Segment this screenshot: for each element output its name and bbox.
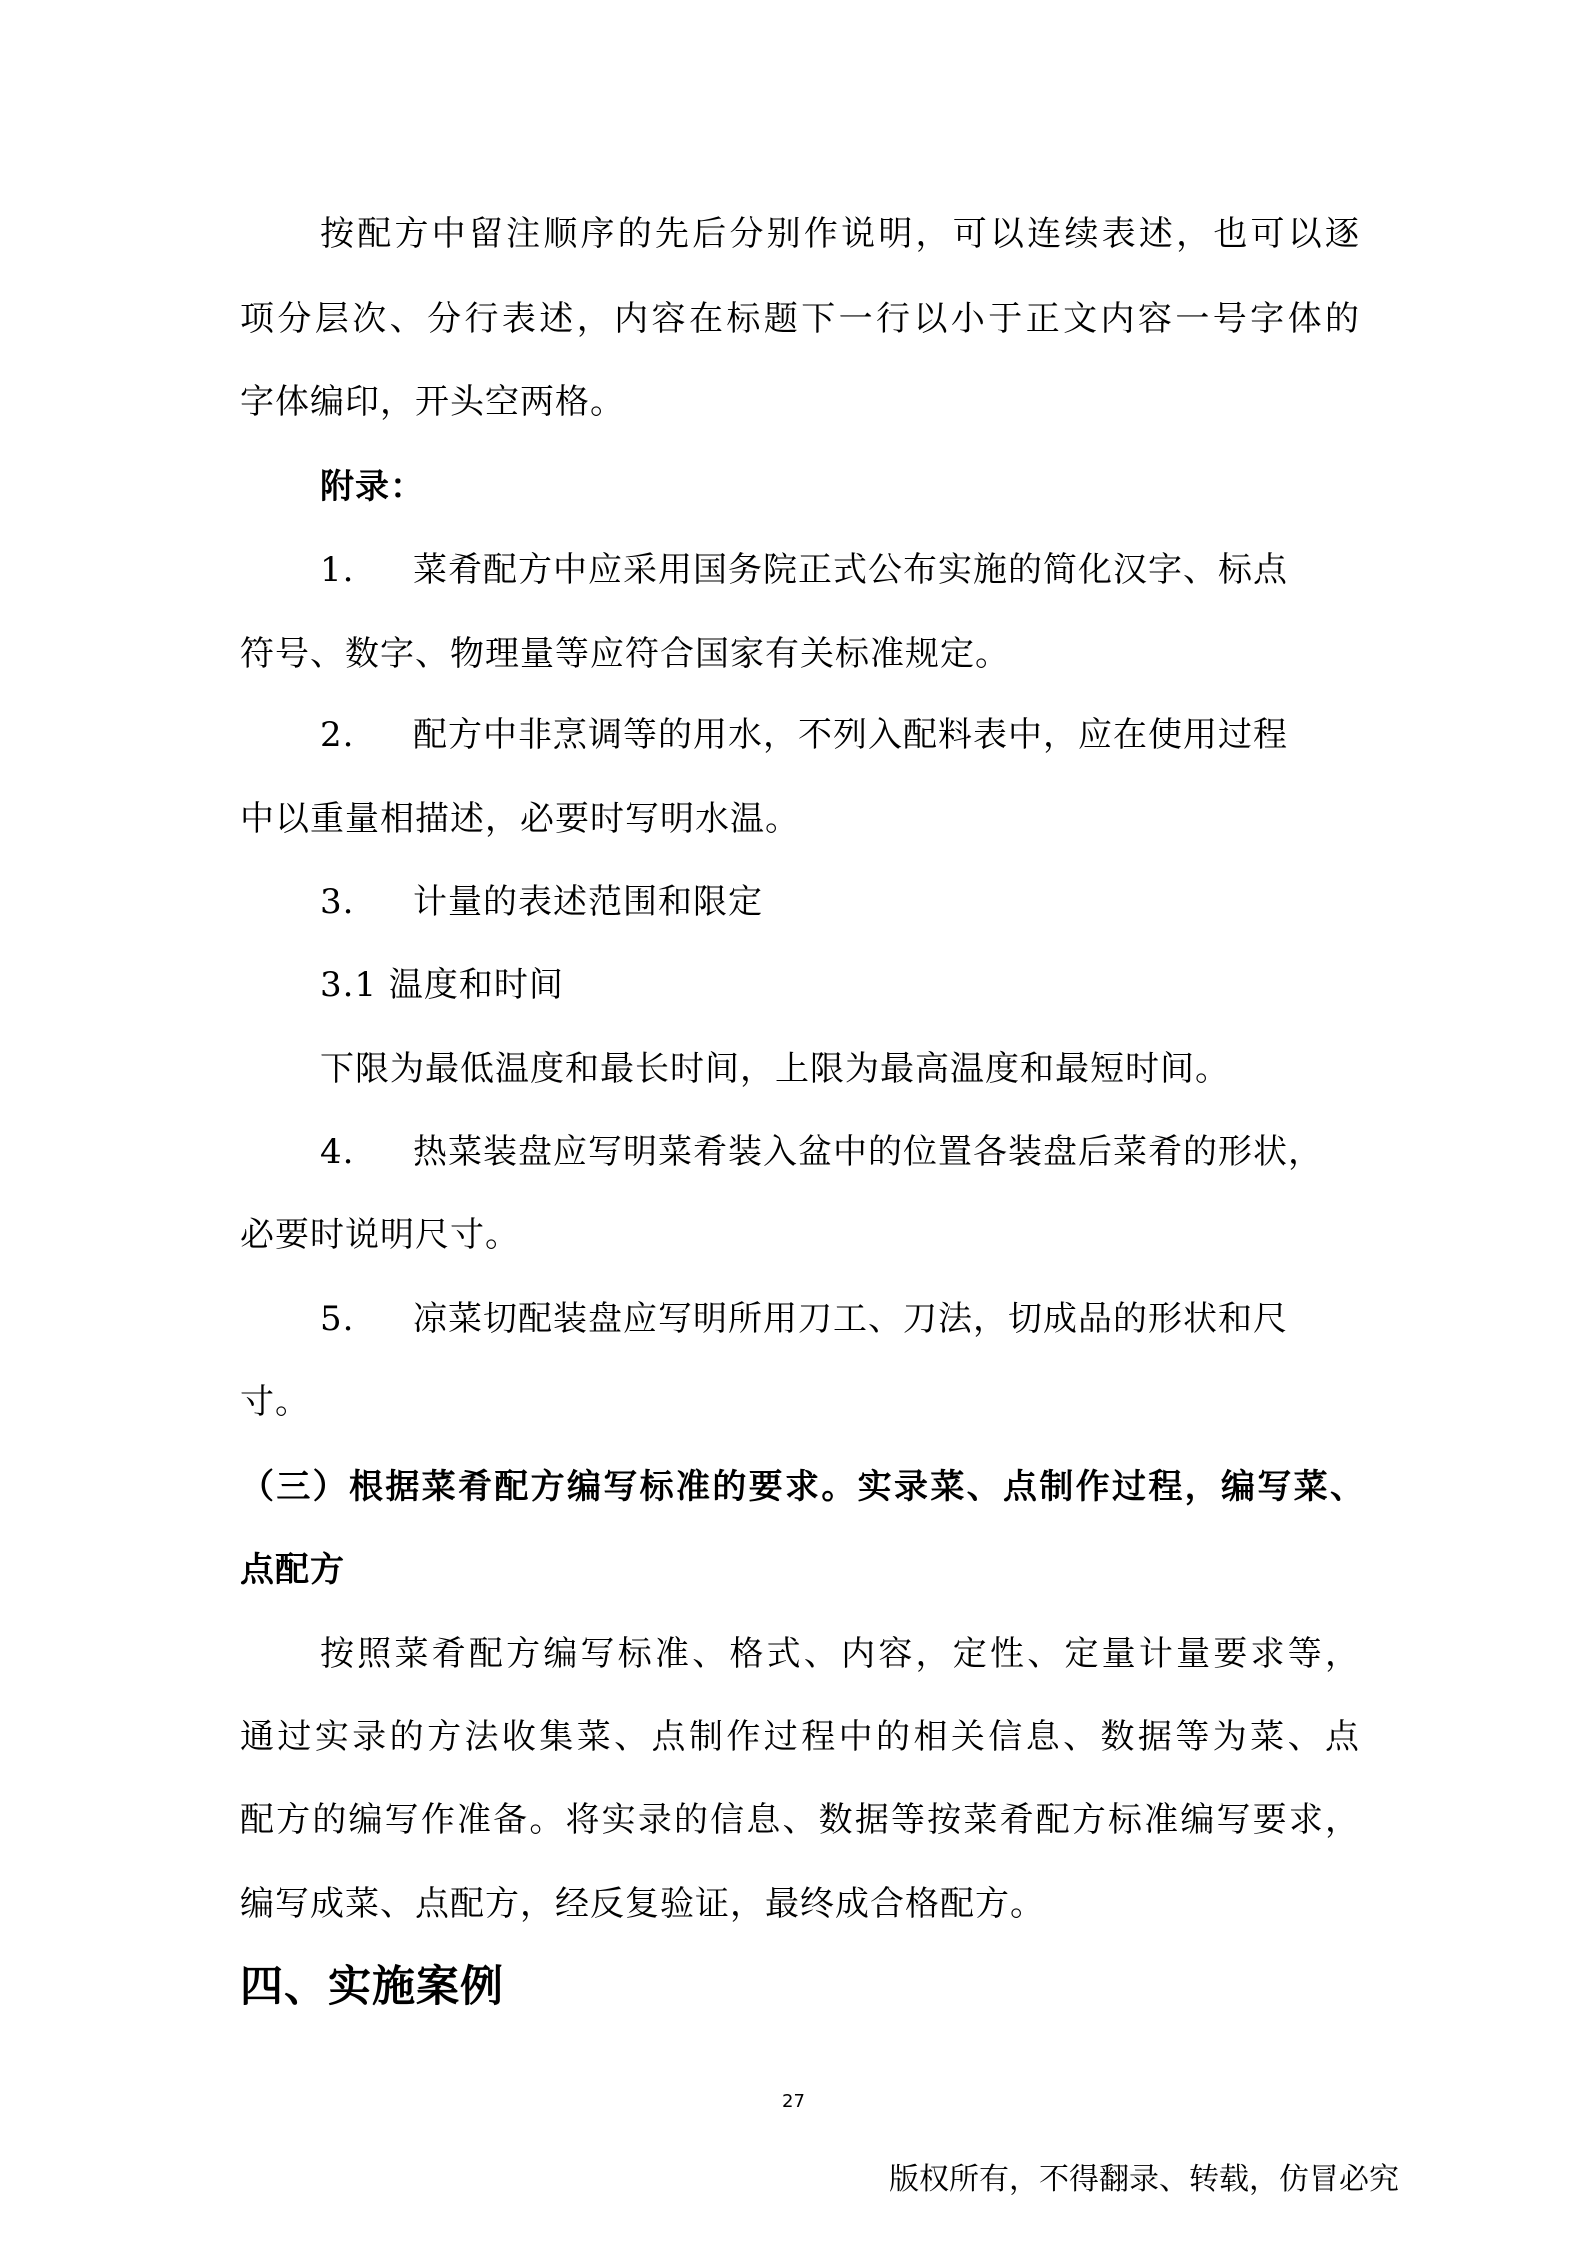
list-text: 菜肴配方中应采用国务院正式公布实施的简化汉字、标点: [413, 550, 1288, 590]
list-text: 凉菜切配装盘应写明所用刀工、刀法，切成品的形状和尺: [413, 1299, 1288, 1339]
paragraph-line: 编写成菜、点配方，经反复验证，最终成合格配方。: [240, 1884, 1045, 1924]
paragraph-line: 必要时说明尺寸。: [240, 1215, 520, 1255]
paragraph-line: 下限为最低温度和最长时间，上限为最高温度和最短时间。: [320, 1049, 1230, 1089]
list-number: 1.: [320, 550, 355, 590]
appendix-title: 附录：: [320, 467, 425, 507]
list-text: 配方中非烹调等的用水，不列入配料表中，应在使用过程: [413, 715, 1288, 755]
list-item-2: [320, 713, 1360, 757]
paragraph-line: 项分层次、分行表述，内容在标题下一行以小于正文内容一号字体的: [240, 299, 1360, 339]
section-4-heading: 四、实施案例: [240, 1962, 504, 2012]
list-number: 5.: [320, 1299, 355, 1339]
list-number: 3.: [320, 882, 355, 922]
page-number: 27: [782, 2091, 805, 2112]
list-text: 计量的表述范围和限定: [413, 882, 763, 922]
list-item-1: [320, 548, 1360, 592]
list-item-4: [320, 1130, 1360, 1174]
paragraph-line: 寸。: [240, 1382, 310, 1422]
copyright-notice: 版权所有，不得翻录、转载，仿冒必究: [889, 2162, 1399, 2197]
list-text: 热菜装盘应写明菜肴装入盆中的位置各装盘后菜肴的形状，: [413, 1132, 1323, 1172]
section-heading: （三）根据菜肴配方编写标准的要求。实录菜、点制作过程，编写菜、: [240, 1467, 1365, 1507]
paragraph-line: 配方的编写作准备。将实录的信息、数据等按菜肴配方标准编写要求，: [240, 1800, 1360, 1840]
paragraph-line: 符号、数字、物理量等应符合国家有关标准规定。: [240, 634, 1010, 674]
paragraph-line: 按照菜肴配方编写标准、格式、内容，定性、定量计量要求等，: [320, 1634, 1360, 1674]
list-number: 2.: [320, 715, 355, 755]
list-item-3: [320, 880, 1360, 924]
section-heading: 点配方: [240, 1550, 345, 1590]
list-number: 4.: [320, 1132, 355, 1172]
list-item-5: [320, 1297, 1360, 1341]
paragraph-line: 字体编印，开头空两格。: [240, 382, 625, 422]
subsection-title: 3.1 温度和时间: [320, 965, 564, 1005]
paragraph-line: 通过实录的方法收集菜、点制作过程中的相关信息、数据等为菜、点: [240, 1717, 1360, 1757]
paragraph-line: 中以重量相描述，必要时写明水温。: [240, 799, 800, 839]
paragraph-line: 按配方中留注顺序的先后分别作说明，可以连续表述，也可以逐: [320, 214, 1360, 254]
